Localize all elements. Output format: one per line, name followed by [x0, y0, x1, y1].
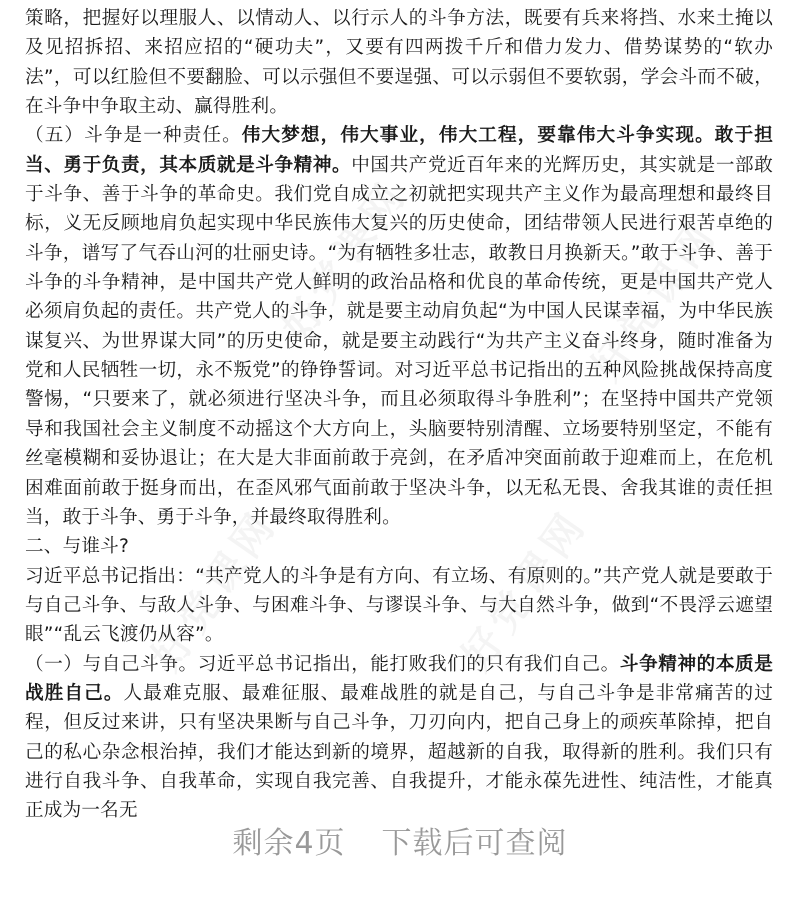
paragraph-bold-text: 伟大梦想，伟大事业，伟大工程，要靠伟大斗争实现。敢于担当、勇于负责，其本质就是斗争精神。 — [25, 125, 774, 176]
paragraph-text: 策略，把握好以理服人、以情动人、以行示人的斗争方法，既要有兵来将挡、水来土掩以及见招拆招、来招应招的“硬功夫”，又要有四两拨千斤和借力发力、借势谋势的“软办法”，可以红脸但不要翻脸、可以示强但不要逞强、可以示弱但不要软弱，学会斗而不破，在斗争中争取主动、赢得胜利。 — [25, 8, 773, 118]
paragraph-text: 人最难克服、最难征服、最难战胜的就是自己，与自己斗争是非常痛苦的过程，但反过来讲，只有坚决果断与自己斗争，刀刃向内，把自己身上的顽疾革除掉，把自己的私心杂念根治掉，我们才能达到新的境界，超越新的自我，取得新的胜利。我们只有进行自我斗争、自我革命，实现自我完善、自我提升，才能永葆先进性、纯洁性，才能真正成为一名无 — [25, 682, 773, 822]
paragraph-text: （一）与自己斗争。习近平总书记指出，能打败我们的只有我们自己。 — [25, 653, 620, 675]
document-body — [25, 4, 773, 826]
paragraph-self-struggle — [25, 650, 773, 826]
paragraph-text: 中国共产党近百年来的光辉历史，其实就是一部敢于斗争、善于斗争的革命史。我们党自成立之初就把实现共产主义作为最高理想和最终目标，义无反顾地肩负起实现中华民族伟大复兴的历史使命，团结带领人民进行艰苦卓绝的斗争，谱写了气吞山河的壮丽史诗。“为有牺牲多壮志，敢教日月换新天。”敢于斗争、善于斗争的斗争精神，是中国共产党人鲜明的政治品格和优良的革命传统，更是中国共产党人必须肩负起的责任。共产党人的斗争，就是要主动肩负起“为中国人民谋幸福，为中华民族谋复兴、为世界谋大同”的历史使命，就是要主动践行“为共产主义奋斗终身，随时准备为党和人民牺牲一切，永不叛党”的铮铮誓词。对习近平总书记指出的五种风险挑战保持高度警惕，“只要来了，就必须进行坚决斗争，而且必须取得斗争胜利”；在坚持中国共产党领导和我国社会主义制度不动摇这个大方向上，头脑要特别清醒、立场要特别坚定，不能有丝毫模糊和妥协退让；在大是大非面前敢于亮剑，在矛盾冲突面前敢于迎难而上，在危机困难面前敢于挺身而出，在歪风邪气面前敢于坚决斗争，以无私无畏、舍我其谁的责任担当，敢于斗争、勇于斗争，并最终取得胜利。 — [25, 154, 774, 528]
remaining-pages-label[interactable]: 剩余4页 — [232, 826, 346, 861]
paragraph-text: 习近平总书记指出：“共产党人的斗争是有方向、有立场、有原则的。”共产党人就是要敢于与自己斗争、与敌人斗争、与困难斗争、与谬误斗争、与大自然斗争，做到“不畏浮云遮望眼”“乱云飞渡仍从容”。 — [25, 565, 773, 646]
heading-text: 二、与谁斗? — [25, 536, 130, 558]
paragraph-responsibility — [25, 121, 773, 532]
paragraph-quote — [25, 562, 773, 650]
download-prompt[interactable] — [0, 818, 800, 862]
section-heading — [25, 532, 773, 561]
paragraph-text: （五）斗争是一种责任。 — [25, 125, 242, 147]
paragraph-strategy — [25, 4, 773, 121]
download-hint-label[interactable]: 下载后可查阅 — [381, 826, 568, 861]
paragraph-bold-text: 斗争精神的本质是战胜自己。 — [25, 653, 773, 704]
